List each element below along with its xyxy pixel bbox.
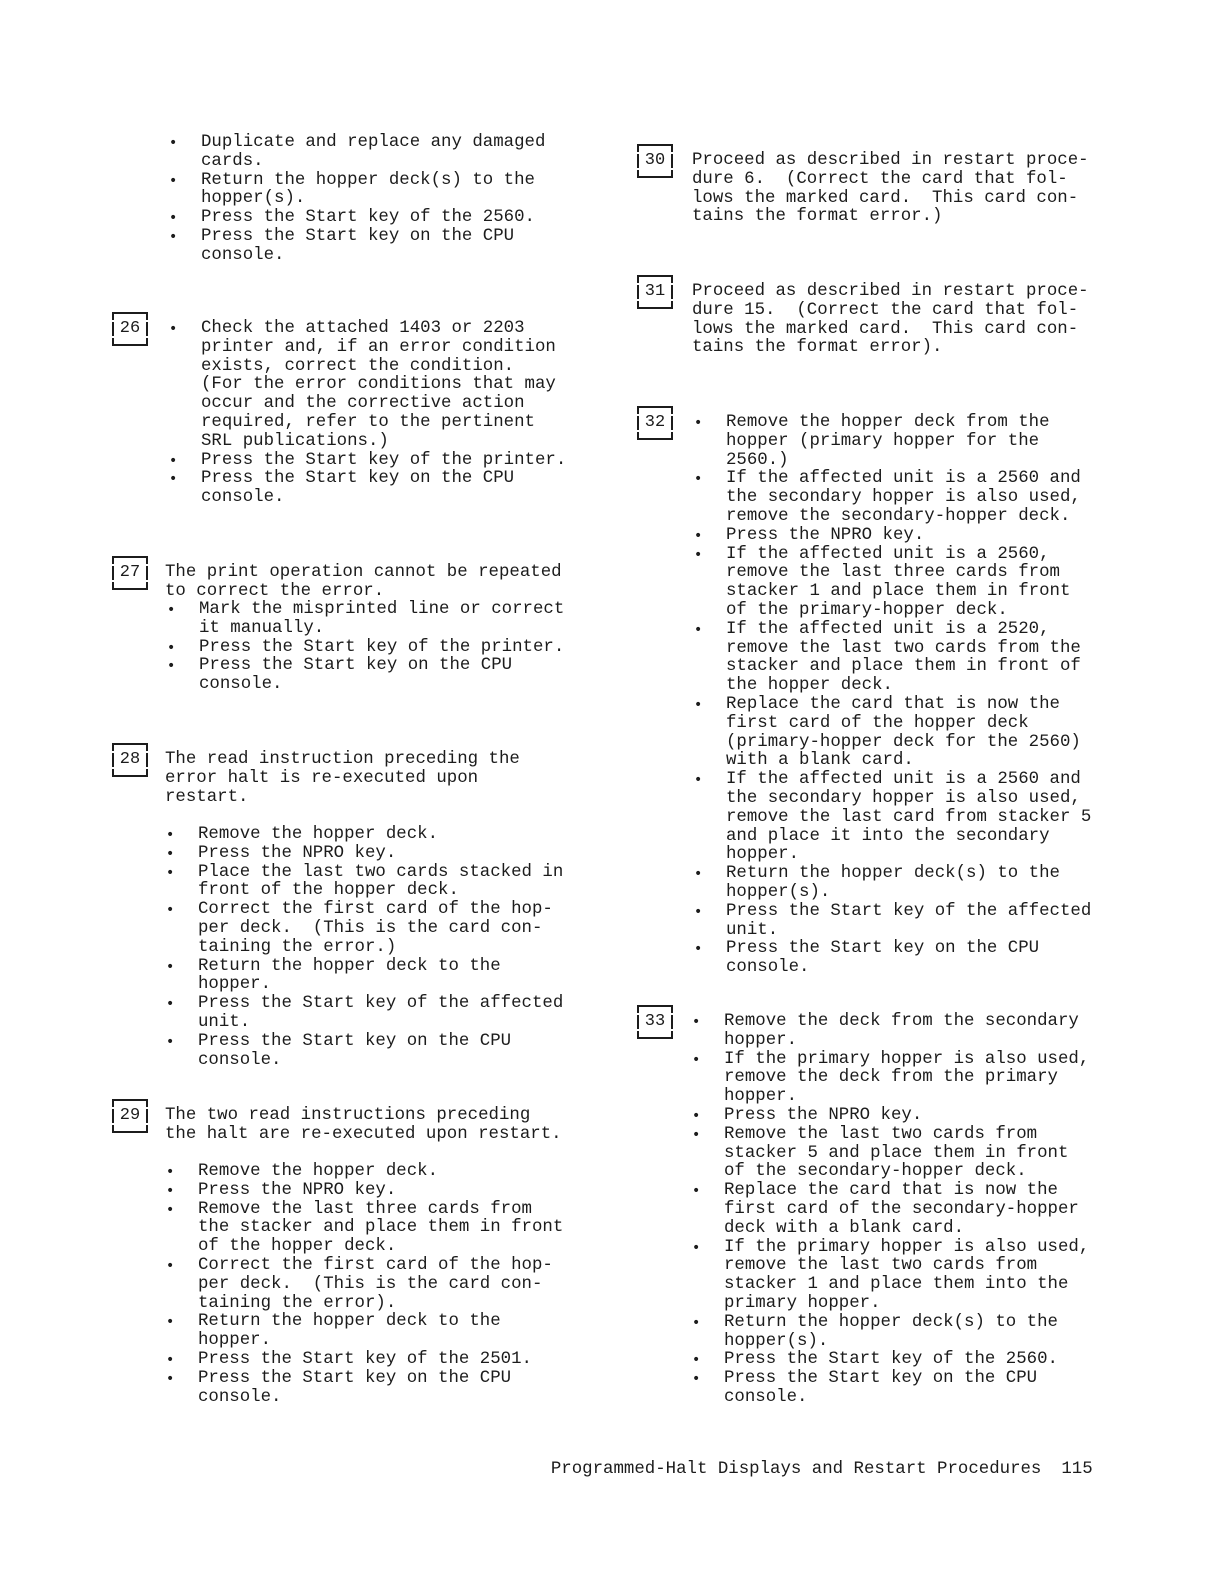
- bullet-item: [198, 845, 563, 864]
- bullet-item: [201, 172, 545, 210]
- text-line: The print operation cannot be repeated: [165, 563, 562, 582]
- text-line: Proceed as described in restart proce-: [692, 151, 1089, 170]
- bullet-text-line: of the secondary-hopper deck.: [724, 1162, 1027, 1182]
- bullet-item: [198, 901, 563, 957]
- bullet-item: [198, 1163, 563, 1182]
- bullet-item: [201, 452, 566, 471]
- bullet-item: [199, 601, 564, 639]
- bullet-text-line: hopper(s).: [726, 882, 831, 902]
- bullet-text-first-line: • Press the Start key on the CPU: [201, 228, 545, 247]
- bullet-text-first-line: • If the affected unit is a 2560 and: [726, 771, 1091, 790]
- bullet-text-line: printer and, if an error condition: [201, 337, 556, 357]
- bullet-item: [724, 1314, 1089, 1352]
- procedure-28-tag: 28: [112, 743, 150, 777]
- bullet-text-first-line: • Return the hopper deck to the: [198, 958, 563, 977]
- bullet-text-line: hopper.: [724, 1087, 798, 1107]
- bullet-text-line: first card of the hopper deck: [726, 713, 1029, 733]
- bullet-item: [724, 1013, 1089, 1051]
- bullet-text-line: per deck. (This is the card con-: [198, 918, 543, 938]
- bullet-text-first-line: • Press the Start key on the CPU: [724, 1370, 1089, 1389]
- bullet-item: [726, 546, 1091, 621]
- bullet-text-first-line: • Mark the misprinted line or correct: [199, 601, 564, 620]
- bullet-text-first-line: • Return the hopper deck to the: [198, 1313, 563, 1332]
- bullet-item: [201, 228, 545, 266]
- bullet-text-first-line: • Press the Start key of the printer.: [199, 639, 564, 658]
- bullet-text-first-line: • Press the Start key of the printer.: [201, 452, 566, 471]
- bullet-text-line: 2560.): [726, 450, 789, 470]
- bullet-text-line: hopper(s).: [724, 1331, 829, 1351]
- text-line: dure 15. (Correct the card that fol-: [692, 300, 1079, 320]
- bullet-item: [724, 1370, 1089, 1408]
- bullet-text-first-line: • Remove the hopper deck from the: [726, 414, 1091, 433]
- bullet-item: [724, 1107, 1089, 1126]
- bullet-text-line: occur and the corrective action: [201, 394, 525, 414]
- footer-title: Programmed-Halt Displays and Restart Procedures: [550, 1460, 1042, 1479]
- bullet-text-first-line: • Press the Start key of the 2560.: [201, 209, 545, 228]
- bullet-item: [198, 1351, 563, 1370]
- procedure-29-intro: [165, 1107, 562, 1145]
- bullet-item: [726, 940, 1091, 978]
- bullet-text-first-line: • Correct the first card of the hop-: [198, 901, 563, 920]
- bullet-item: [724, 1351, 1089, 1370]
- procedure-28-bullets: [198, 826, 563, 1070]
- bullet-item: [198, 1033, 563, 1071]
- bullet-text-first-line: • Press the Start key on the CPU: [201, 470, 566, 489]
- bullet-text-line: it manually.: [199, 618, 325, 638]
- bullet-item: [198, 1201, 563, 1257]
- bullet-text-line: unit.: [726, 920, 779, 940]
- procedure-30-text: [692, 152, 1089, 227]
- bullet-text-line: remove the last two cards from: [724, 1256, 1038, 1276]
- bullet-text-line: taining the error.): [198, 937, 397, 957]
- bullet-text-first-line: • Duplicate and replace any damaged: [201, 134, 545, 153]
- procedure-27-bullets: [199, 601, 564, 695]
- bullet-text-first-line: • Remove the deck from the secondary: [724, 1013, 1089, 1032]
- procedure-29-bullets: [198, 1163, 563, 1407]
- text-line: the halt are re-executed upon restart.: [165, 1124, 562, 1144]
- bullet-text-first-line: • Press the NPRO key.: [724, 1107, 1089, 1126]
- bullet-text-first-line: • Replace the card that is now the: [724, 1182, 1089, 1201]
- procedure-33-tag: 33: [637, 1005, 675, 1039]
- text-line: lows the marked card. This card con-: [692, 188, 1079, 208]
- bullet-text-line: stacker and place them in front of: [726, 657, 1081, 677]
- bullet-item: [198, 995, 563, 1033]
- bullet-text-first-line: • If the primary hopper is also used,: [724, 1239, 1089, 1258]
- text-line: error halt is re-executed upon: [165, 768, 479, 788]
- bullet-text-line: stacker 1 and place them in front: [726, 582, 1071, 602]
- procedure-33-bullets: [724, 1013, 1089, 1408]
- procedure-27-tag: 27: [112, 556, 150, 590]
- bullet-text-first-line: • Press the Start key on the CPU: [199, 657, 564, 676]
- bullet-text-line: deck with a blank card.: [724, 1218, 965, 1238]
- bullet-text-line: stacker 1 and place them into the: [724, 1275, 1069, 1295]
- bullet-item: [724, 1182, 1089, 1238]
- bullet-text-first-line: • If the affected unit is a 2520,: [726, 621, 1091, 640]
- bullet-text-first-line: • Press the NPRO key.: [726, 527, 1091, 546]
- bullet-text-line: and place it into the secondary: [726, 826, 1050, 846]
- bullet-text-line: console.: [201, 488, 285, 508]
- bullet-text-line: the stacker and place them in front: [198, 1218, 564, 1238]
- text-line: The two read instructions preceding: [165, 1106, 531, 1125]
- bullet-text-first-line: • If the affected unit is a 2560,: [726, 546, 1091, 565]
- bullet-item: [726, 865, 1091, 903]
- procedure-26-bullets: [201, 320, 566, 508]
- bullet-text-first-line: • Press the Start key on the CPU: [198, 1033, 563, 1052]
- bullet-item: [201, 209, 545, 228]
- bullet-text-line: exists, correct the condition.: [201, 356, 515, 376]
- text-line: to correct the error.: [165, 581, 385, 601]
- bullet-text-line: required, refer to the pertinent: [201, 412, 535, 432]
- bullet-text-line: SRL publications.): [201, 431, 389, 451]
- bullet-text-line: hopper.: [198, 975, 272, 995]
- bullet-text-line: the hopper deck.: [726, 676, 893, 696]
- bullet-text-line: remove the last three cards from: [726, 563, 1060, 583]
- bullet-text-first-line: • Press the NPRO key.: [198, 845, 563, 864]
- left-top-bullets: [201, 134, 545, 266]
- bullet-item: [198, 1313, 563, 1351]
- bullet-text-line: console.: [726, 958, 810, 978]
- bullet-text-line: first card of the secondary-hopper: [724, 1199, 1079, 1219]
- bullet-text-first-line: • Press the Start key on the CPU: [198, 1370, 563, 1389]
- bullet-text-line: hopper(s).: [201, 189, 306, 209]
- bullet-text-line: hopper (primary hopper for the: [726, 431, 1040, 451]
- bullet-text-first-line: • Remove the hopper deck.: [198, 826, 563, 845]
- procedure-27-intro: [165, 564, 562, 602]
- bullet-text-line: console.: [201, 245, 285, 265]
- bullet-text-line: remove the last two cards from the: [726, 638, 1081, 658]
- bullet-text-line: unit.: [198, 1012, 251, 1032]
- bullet-text-first-line: • Return the hopper deck(s) to the: [724, 1314, 1089, 1333]
- procedure-28-intro: [165, 751, 520, 807]
- bullet-item: [726, 414, 1091, 470]
- bullet-text-line: console.: [199, 675, 283, 695]
- bullet-text-first-line: • Remove the hopper deck.: [198, 1163, 563, 1182]
- bullet-text-first-line: • Press the NPRO key.: [198, 1182, 563, 1201]
- procedure-31-tag: 31: [637, 275, 675, 309]
- bullet-text-line: of the hopper deck.: [198, 1237, 397, 1257]
- bullet-text-first-line: • Replace the card that is now the: [726, 696, 1091, 715]
- bullet-item: [198, 864, 563, 902]
- bullet-text-line: per deck. (This is the card con-: [198, 1274, 543, 1294]
- bullet-item: [198, 1257, 563, 1313]
- bullet-text-line: stacker 5 and place them in front: [724, 1143, 1069, 1163]
- bullet-text-line: hopper.: [198, 1331, 272, 1351]
- text-line: The read instruction preceding the: [165, 750, 520, 769]
- bullet-item: [724, 1239, 1089, 1314]
- bullet-item: [198, 1370, 563, 1408]
- bullet-item: [199, 657, 564, 695]
- bullet-item: [201, 320, 566, 452]
- bullet-text-line: console.: [724, 1387, 808, 1407]
- bullet-item: [201, 470, 566, 508]
- bullet-item: [198, 826, 563, 845]
- bullet-text-line: the secondary hopper is also used,: [726, 488, 1081, 508]
- bullet-text-line: of the primary-hopper deck.: [726, 600, 1008, 620]
- procedure-26-tag: 26: [112, 312, 150, 346]
- bullet-text-first-line: • Press the Start key of the affected: [198, 995, 563, 1014]
- bullet-item: [724, 1126, 1089, 1182]
- bullet-item: [198, 958, 563, 996]
- bullet-text-first-line: • If the affected unit is a 2560 and: [726, 470, 1091, 489]
- bullet-item: [201, 134, 545, 172]
- bullet-item: [726, 621, 1091, 696]
- bullet-item: [724, 1051, 1089, 1107]
- text-line: restart.: [165, 787, 249, 807]
- bullet-item: [199, 639, 564, 658]
- bullet-text-line: hopper.: [726, 845, 800, 865]
- bullet-text-line: hopper.: [724, 1030, 798, 1050]
- bullet-text-line: the secondary hopper is also used,: [726, 788, 1081, 808]
- bullet-text-first-line: • If the primary hopper is also used,: [724, 1051, 1089, 1070]
- bullet-text-first-line: • Press the Start key of the 2560.: [724, 1351, 1089, 1370]
- bullet-item: [726, 903, 1091, 941]
- bullet-item: [726, 527, 1091, 546]
- procedure-32-bullets: [726, 414, 1091, 978]
- text-line: dure 6. (Correct the card that fol-: [692, 169, 1068, 189]
- bullet-text-line: cards.: [201, 151, 264, 171]
- bullet-text-first-line: • Place the last two cards stacked in: [198, 864, 563, 883]
- bullet-item: [726, 771, 1091, 865]
- bullet-text-line: remove the secondary-hopper deck.: [726, 506, 1071, 526]
- bullet-text-first-line: • Check the attached 1403 or 2203: [201, 320, 566, 339]
- bullet-text-first-line: • Return the hopper deck(s) to the: [726, 865, 1091, 884]
- bullet-item: [726, 470, 1091, 526]
- bullet-item: [198, 1182, 563, 1201]
- bullet-text-line: with a blank card.: [726, 751, 914, 771]
- bullet-text-line: (For the error conditions that may: [201, 375, 556, 395]
- bullet-text-first-line: • Return the hopper deck(s) to the: [201, 172, 545, 191]
- bullet-text-line: (primary-hopper deck for the 2560): [726, 732, 1081, 752]
- bullet-text-line: front of the hopper deck.: [198, 881, 459, 901]
- bullet-text-line: primary hopper.: [724, 1293, 881, 1313]
- bullet-text-first-line: • Remove the last two cards from: [724, 1126, 1089, 1145]
- text-line: tains the format error.): [692, 207, 943, 227]
- bullet-text-line: remove the last card from stacker 5: [726, 807, 1092, 827]
- bullet-item: [726, 696, 1091, 771]
- text-line: tains the format error).: [692, 338, 943, 358]
- bullet-text-first-line: • Press the Start key of the affected: [726, 903, 1091, 922]
- procedure-32-tag: 32: [637, 406, 675, 440]
- procedure-29-tag: 29: [112, 1099, 150, 1133]
- bullet-text-line: console.: [198, 1387, 282, 1407]
- bullet-text-first-line: • Correct the first card of the hop-: [198, 1257, 563, 1276]
- bullet-text-line: remove the deck from the primary: [724, 1068, 1058, 1088]
- bullet-text-line: console.: [198, 1050, 282, 1070]
- text-line: Proceed as described in restart proce-: [692, 282, 1089, 301]
- text-line: lows the marked card. This card con-: [692, 319, 1079, 339]
- bullet-text-first-line: • Press the Start key of the 2501.: [198, 1351, 563, 1370]
- bullet-text-line: taining the error).: [198, 1293, 397, 1313]
- page-number: 115: [1061, 1460, 1093, 1479]
- bullet-text-first-line: • Press the Start key on the CPU: [726, 940, 1091, 959]
- procedure-31-text: [692, 283, 1089, 358]
- page-footer: [530, 1441, 1093, 1479]
- procedure-30-tag: 30: [637, 144, 675, 178]
- bullet-text-first-line: • Remove the last three cards from: [198, 1201, 563, 1220]
